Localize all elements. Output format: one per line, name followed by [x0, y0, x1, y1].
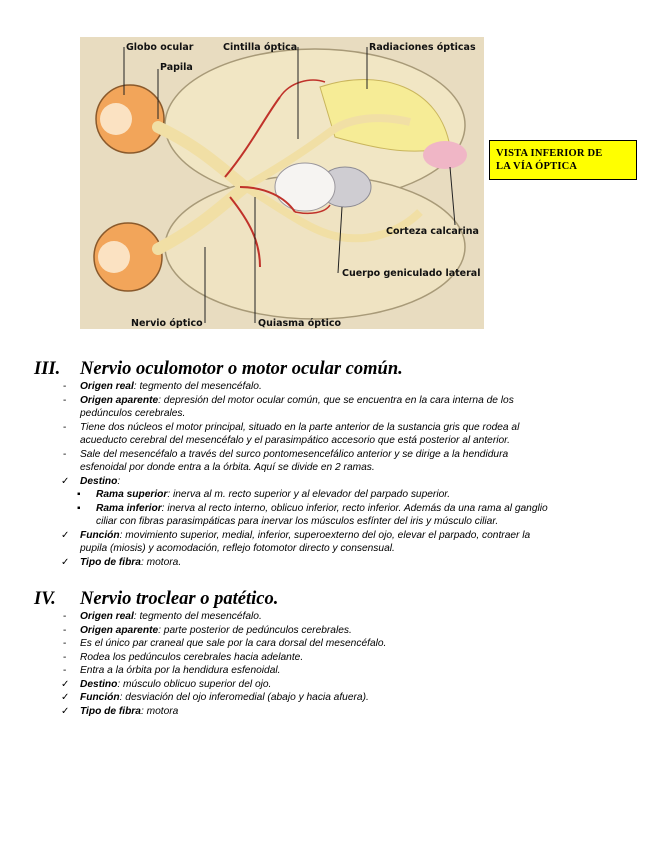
list-marker: ✓ — [61, 556, 70, 568]
section-3-heading — [34, 359, 403, 380]
list-item-line — [80, 691, 369, 704]
item-text: Tiene dos núcleos el motor principal, situado en la parte anterior de la sustancia gris que rodea al — [80, 421, 520, 433]
list-item-line — [80, 461, 375, 474]
item-text: Entra a la órbita por la hendidura esfenoidal. — [80, 665, 281, 676]
item-text: Es el único par craneal que sale por la cara dorsal del mesencéfalo. — [80, 638, 387, 649]
item-text: : inerva al recto interno, oblicuo inferior, recto inferior. Además da una rama al ganglio — [161, 502, 548, 514]
list-item-line — [80, 637, 386, 650]
list-item-line — [80, 664, 281, 677]
list-item-line — [80, 542, 395, 555]
item-text: : inerva al m. recto superior y al elevador del parpado superior. — [167, 489, 451, 500]
list-item-line — [96, 488, 450, 501]
list-marker: - — [63, 448, 67, 460]
optic-pathway-figure — [80, 37, 484, 329]
list-item-line — [80, 529, 530, 542]
list-item-line — [80, 678, 271, 691]
caption-line-2: LA VÍA ÓPTICA — [496, 161, 578, 172]
list-marker: - — [63, 665, 67, 676]
label-corteza-calcarina: Corteza calcarina — [386, 226, 479, 237]
item-term: Tipo de fibra — [80, 556, 141, 568]
list-item-line — [80, 394, 514, 407]
label-nervio-optico: Nervio óptico — [131, 318, 203, 329]
item-text: ciliar con fibras parasimpáticas para inervar los músculos esfínter del iris y músculo ciliar. — [96, 516, 499, 527]
item-text: pupila (miosis) y acomodación, reflejo fotomotor directo y consensual. — [80, 543, 395, 554]
list-marker: ✓ — [61, 529, 70, 541]
list-marker: ✓ — [61, 475, 70, 487]
item-term: Rama superior — [96, 489, 168, 500]
item-text: pedúnculos cerebrales. — [80, 408, 186, 419]
caption-line-1: VISTA INFERIOR DE — [496, 148, 603, 159]
section-4-number: IV. — [34, 589, 56, 609]
item-text: : movimiento superior, medial, inferior, superoexterno del ojo, elevar el parpado, contraer la — [119, 529, 531, 541]
label-cintilla-optica: Cintilla óptica — [223, 42, 298, 53]
item-text: : tegmento del mesencéfalo. — [133, 611, 262, 622]
list-item-line — [80, 556, 181, 569]
item-term: Origen aparente — [80, 624, 159, 636]
label-quiasma-optico: Quiasma óptico — [258, 318, 342, 329]
item-text: : desviación del ojo inferomedial (abajo y hacia afuera). — [119, 692, 369, 703]
list-marker: ▪ — [77, 502, 81, 514]
item-text: Rodea los pedúnculos cerebrales hacia adelante. — [80, 651, 304, 663]
label-papila: Papila — [160, 62, 193, 73]
list-marker: ✓ — [61, 692, 70, 703]
item-text: : depresión del motor ocular común, que se encuentra en la cara interna de los — [158, 394, 514, 406]
item-term: Función — [80, 692, 120, 703]
list-item-line — [80, 407, 185, 420]
item-term: Tipo de fibra — [80, 705, 141, 717]
list-item-line — [80, 380, 262, 393]
list-marker: - — [63, 381, 67, 392]
list-item-line — [80, 624, 352, 637]
item-text: : tegmento del mesencéfalo. — [133, 381, 262, 392]
section-4-title: Nervio troclear o patético. — [80, 589, 279, 609]
list-marker: - — [63, 624, 67, 636]
item-term: Rama inferior — [96, 502, 162, 514]
list-marker: ▪ — [77, 489, 81, 500]
item-text: : músculo oblicuo superior del ojo. — [117, 678, 272, 690]
list-marker: - — [63, 651, 67, 663]
item-term: Destino — [80, 475, 118, 487]
item-term: Origen aparente — [80, 394, 159, 406]
list-marker: ✓ — [61, 678, 70, 690]
label-globo-ocular: Globo ocular — [126, 42, 194, 53]
list-item-line — [80, 434, 510, 447]
item-term: Origen real — [80, 611, 134, 622]
figure-caption-box — [489, 140, 637, 180]
item-text: esfenoidal por donde entra a la órbita. Aquí se divide en 2 ramas. — [80, 462, 375, 473]
label-cuerpo-geniculado: Cuerpo geniculado lateral — [342, 268, 481, 279]
label-radiaciones-opticas: Radiaciones ópticas — [369, 42, 476, 53]
list-item-line — [80, 610, 262, 623]
list-item-line — [80, 421, 519, 434]
list-marker: - — [63, 638, 67, 649]
list-marker: ✓ — [61, 705, 70, 717]
list-item-line — [80, 475, 120, 488]
list-item-line — [80, 651, 303, 664]
item-term: Destino — [80, 678, 118, 690]
section-4-heading — [34, 589, 278, 610]
item-term: Origen real — [80, 381, 134, 392]
item-text: : motora. — [140, 556, 182, 568]
list-item-line — [96, 502, 548, 515]
optic-pathway-illustration — [80, 37, 484, 329]
list-marker: - — [63, 611, 67, 622]
list-item-line — [80, 705, 178, 718]
item-text: : — [117, 475, 121, 487]
item-text: acueducto cerebral del mesencéfalo y el parasimpático accesorio que está posterior al anterior. — [80, 435, 510, 446]
item-term: Función — [80, 529, 120, 541]
section-3-number: III. — [34, 359, 61, 379]
item-text: : motora — [140, 705, 179, 717]
item-text: : parte posterior de pedúnculos cerebrales. — [158, 624, 352, 636]
list-marker: - — [63, 421, 67, 433]
list-item-line — [96, 515, 498, 528]
list-item-line — [80, 448, 508, 461]
item-text: Sale del mesencéfalo a través del surco pontomesencefálico anterior y se dirige a la hendidura — [80, 448, 509, 460]
section-3-title: Nervio oculomotor o motor ocular común. — [80, 359, 403, 379]
list-marker: - — [63, 394, 67, 406]
